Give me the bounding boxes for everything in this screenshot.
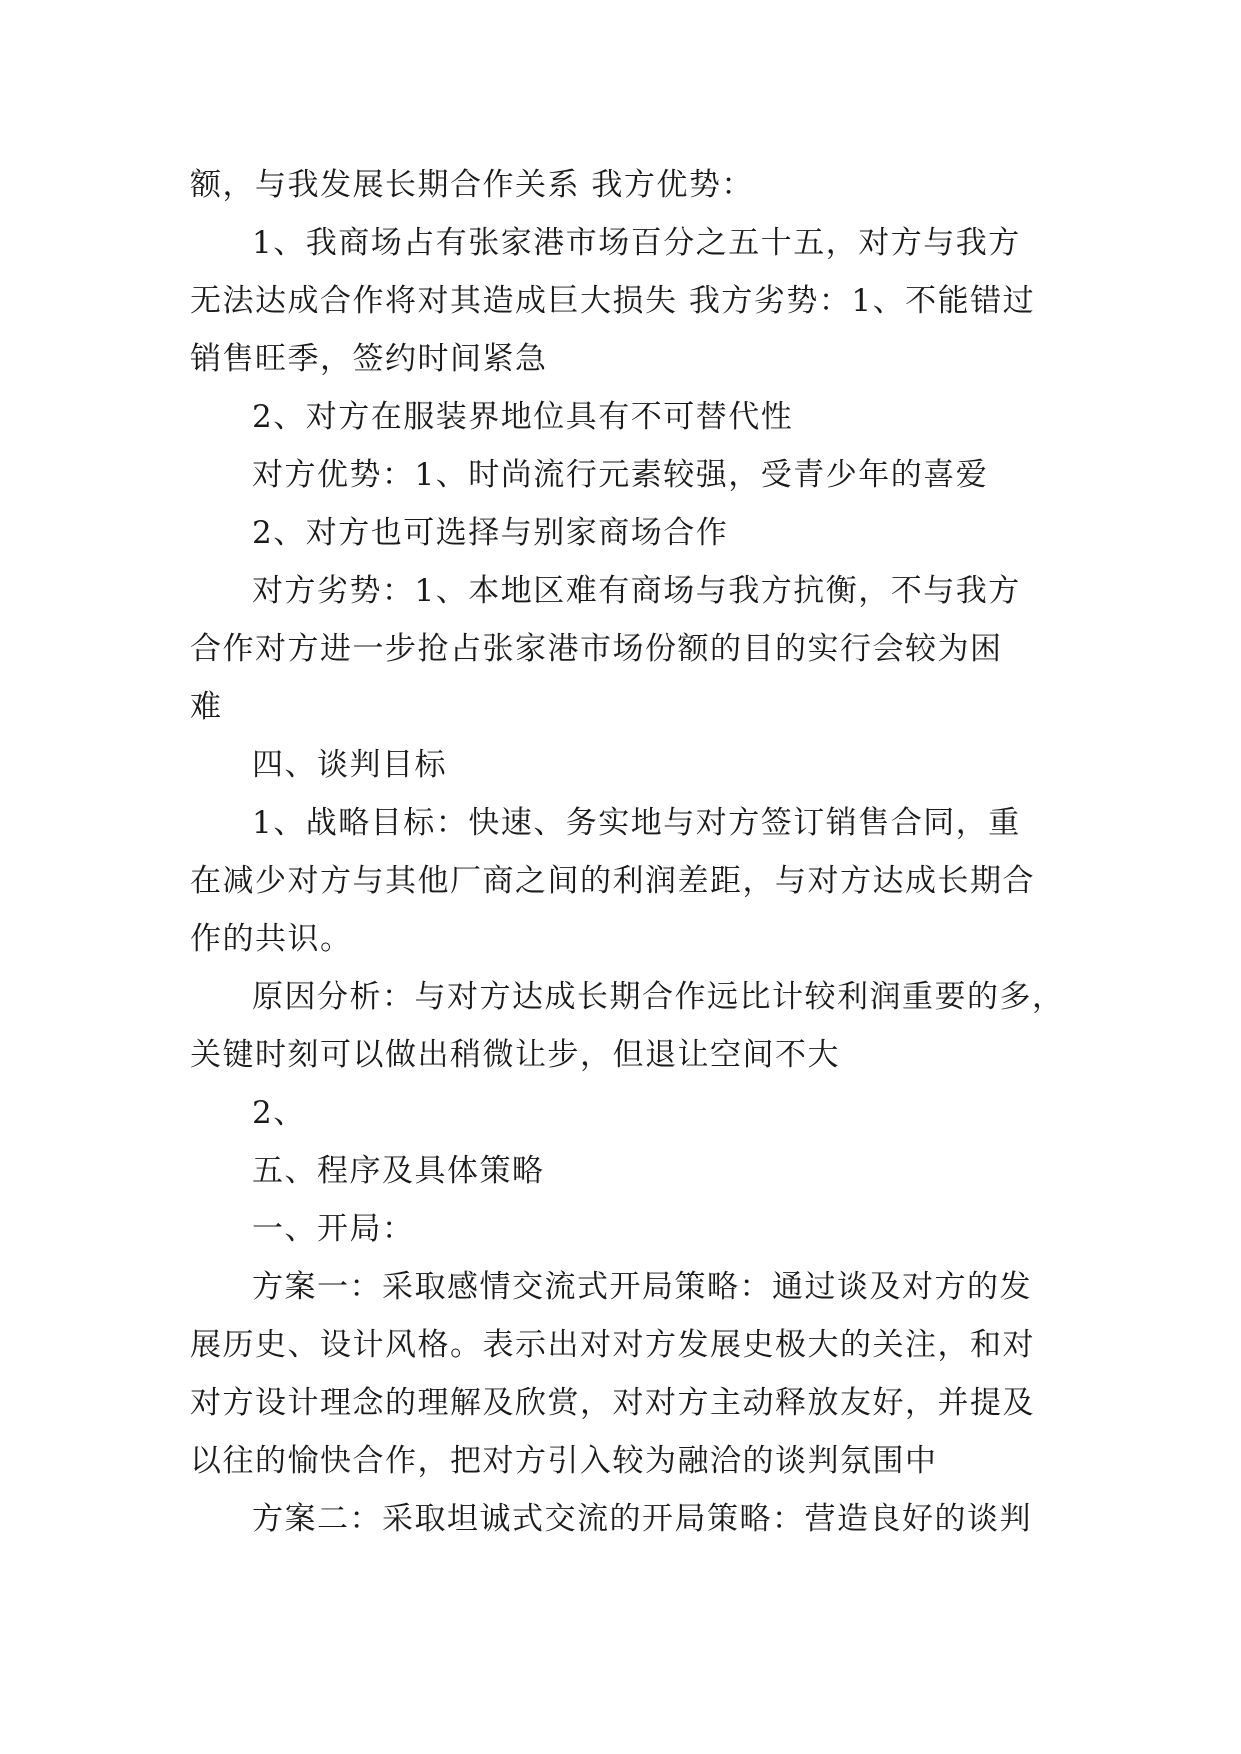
text-line: 1、战略目标：快速、务实地与对方签订销售合同，重 [252, 805, 1021, 841]
text-line: 2、对方在服装界地位具有不可替代性 [252, 399, 794, 435]
document-body [190, 156, 1065, 1548]
text-line: 2、 [252, 1095, 306, 1131]
text-line: 在减少对方与其他厂商之间的利润差距，与对方达成长期合 [190, 863, 1035, 899]
text-line: 关键时刻可以做出稍微让步，但退让空间不大 [190, 1037, 840, 1073]
text-line: 一、开局： [252, 1211, 415, 1247]
text-line: 对方劣势：1、本地区难有商场与我方抗衡，不与我方 [252, 573, 1021, 609]
text-line: 对方优势：1、时尚流行元素较强，受青少年的喜爱 [252, 457, 989, 493]
text-line: 无法达成合作将对其造成巨大损失 我方劣势：1、不能错过 [190, 283, 1036, 319]
text-line: 四、谈判目标 [252, 747, 447, 783]
text-line: 难 [190, 689, 223, 725]
text-line: 五、程序及具体策略 [252, 1153, 545, 1189]
text-line: 对方设计理念的理解及欣赏，对对方主动释放友好，并提及 [190, 1385, 1035, 1421]
text-line: 方案一：采取感情交流式开局策略：通过谈及对方的发 [252, 1269, 1032, 1305]
text-line: 合作对方进一步抢占张家港市场份额的目的实行会较为困 [190, 631, 1003, 667]
text-line: 原因分析：与对方达成长期合作远比计较利润重要的多， [252, 979, 1065, 1015]
text-line: 1、我商场占有张家港市场百分之五十五，对方与我方 [252, 225, 1021, 261]
text-line: 作的共识。 [190, 921, 353, 957]
text-line: 销售旺季，签约时间紧急 [190, 341, 548, 377]
text-line: 展历史、设计风格。表示出对对方发展史极大的关注，和对 [190, 1327, 1035, 1363]
text-line: 额，与我发展长期合作关系 我方优势： [190, 167, 754, 203]
text-line: 以往的愉快合作，把对方引入较为融洽的谈判氛围中 [190, 1443, 938, 1479]
text-line: 方案二：采取坦诚式交流的开局策略：营造良好的谈判 [252, 1501, 1032, 1537]
text-line: 2、对方也可选择与别家商场合作 [252, 515, 729, 551]
